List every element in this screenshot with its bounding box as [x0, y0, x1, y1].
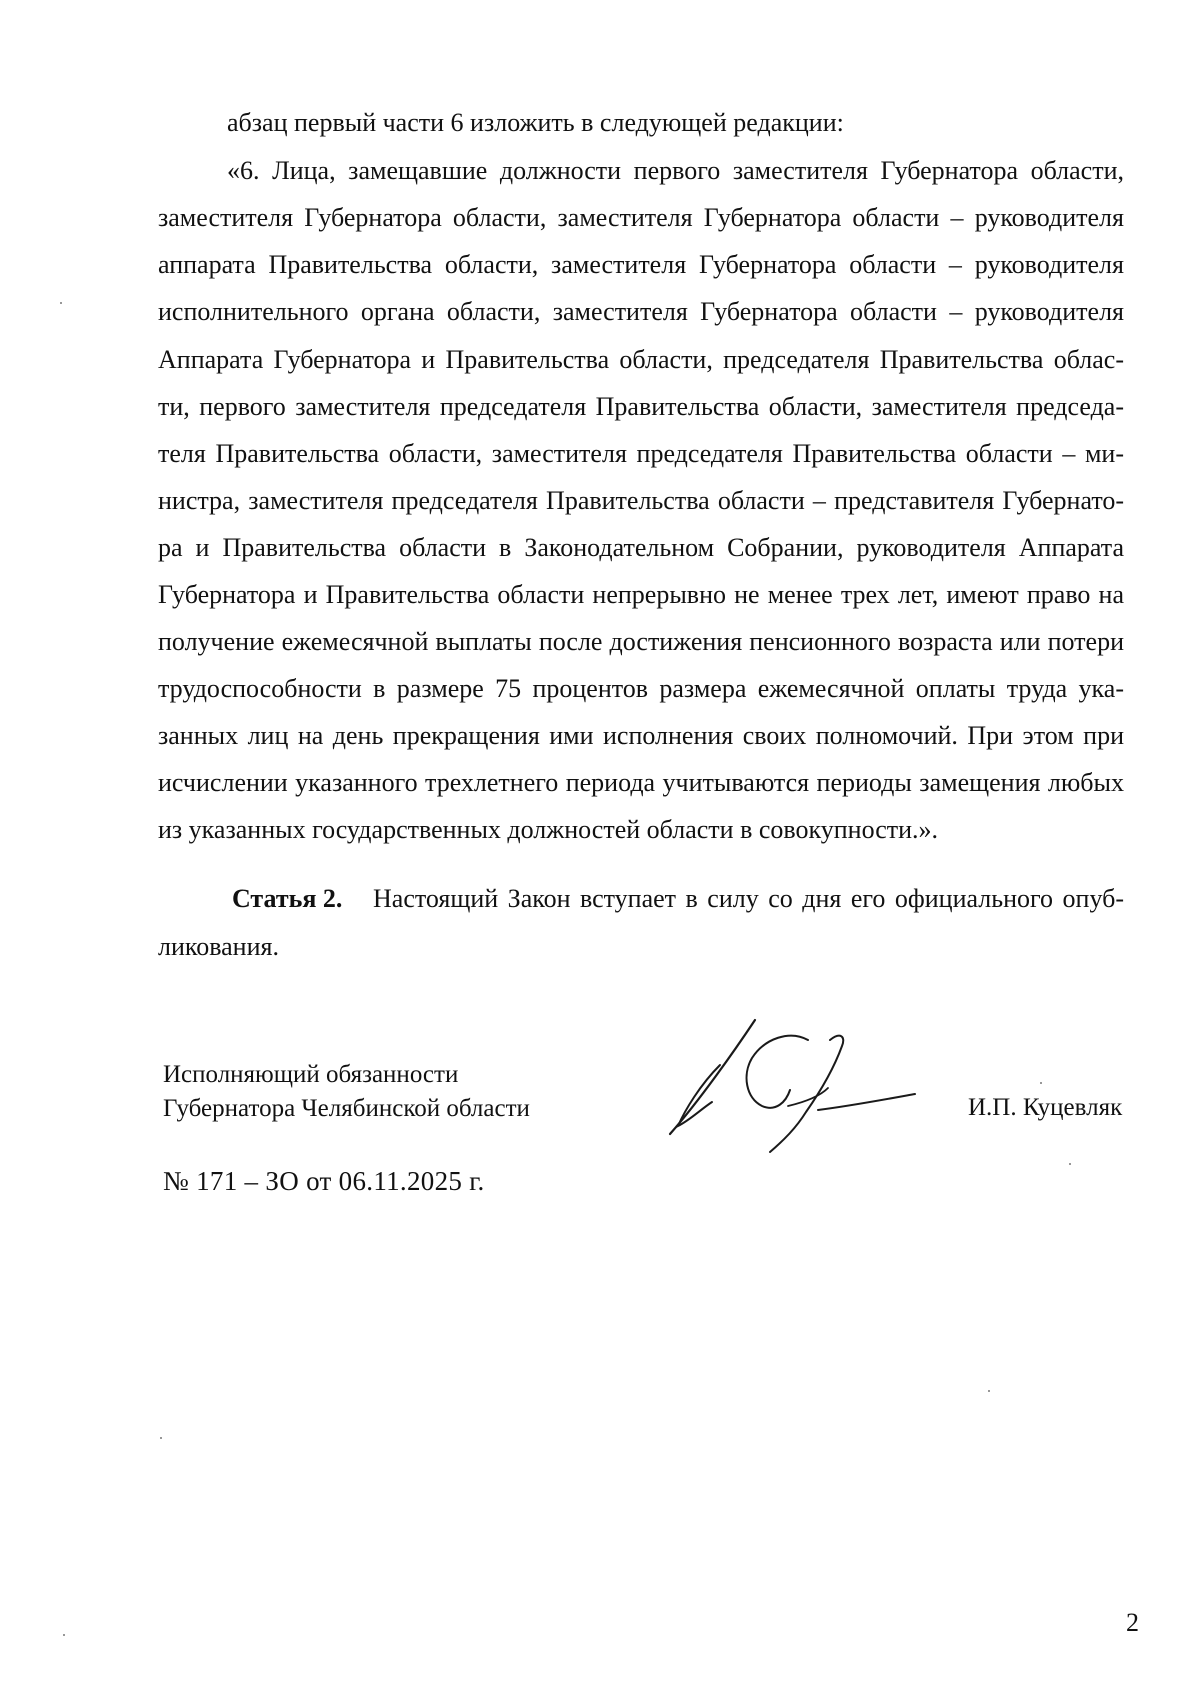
body-line-13: трудоспособности в размере 75 процентов размера ежемесячной оплаты труда ука-: [158, 674, 1124, 703]
body-line-3: заместителя Губернатора области, заместителя Губернатора области – руководителя: [158, 203, 1124, 232]
body-line-14: занных лиц на день прекращения ими исполнения своих полномочий. При этом при: [158, 721, 1124, 750]
handwritten-signature: [660, 1010, 920, 1160]
body-line-12: получение ежемесячной выплаты после достижения пенсионного возраста или потери: [158, 627, 1124, 656]
scan-speck: [60, 302, 62, 304]
body-line-8: теля Правительства области, заместителя председателя Правительства области – ми-: [158, 439, 1124, 468]
scan-speck: [988, 1390, 990, 1392]
article-2-label: Статья 2.: [232, 884, 343, 913]
body-line-5: исполнительного органа области, заместителя Губернатора области – руководителя: [158, 297, 1124, 326]
body-line-16: из указанных государственных должностей области в совокупности.».: [158, 815, 939, 844]
scan-speck: [1040, 1082, 1042, 1084]
page-number: 2: [1126, 1608, 1139, 1637]
body-line-1: абзац первый части 6 изложить в следующей редакции:: [227, 108, 844, 137]
signatory-name: И.П. Куцевляк: [968, 1094, 1123, 1121]
signatory-position-line2: Губернатора Челябинской области: [163, 1095, 530, 1122]
scan-speck: [160, 1437, 162, 1439]
body-line-4: аппарата Правительства области, заместителя Губернатора области – руководителя: [158, 250, 1124, 279]
scan-speck: [1069, 1163, 1071, 1165]
body-line-9: нистра, заместителя председателя Правительства области – представителя Губернато-: [158, 486, 1124, 515]
document-number: № 171 – ЗО от 06.11.2025 г.: [163, 1166, 485, 1196]
body-line-7: ти, первого заместителя председателя Правительства области, заместителя председа-: [158, 392, 1124, 421]
scan-speck: [63, 1634, 65, 1636]
article-2-text-line1: Настоящий Закон вступает в силу со дня его официального опуб-: [373, 884, 1124, 913]
article-2-text-line2: ликования.: [158, 932, 279, 961]
body-line-2: «6. Лица, замещавшие должности первого заместителя Губернатора области,: [227, 156, 1124, 185]
body-line-11: Губернатора и Правительства области непрерывно не менее трех лет, имеют право на: [158, 580, 1124, 609]
body-line-6: Аппарата Губернатора и Правительства области, председателя Правительства облас-: [158, 345, 1124, 374]
signatory-position-line1: Исполняющий обязанности: [163, 1061, 459, 1088]
body-line-15: исчислении указанного трехлетнего периода учитываются периоды замещения любых: [158, 768, 1124, 797]
body-line-10: ра и Правительства области в Законодательном Собрании, руководителя Аппарата: [158, 533, 1124, 562]
